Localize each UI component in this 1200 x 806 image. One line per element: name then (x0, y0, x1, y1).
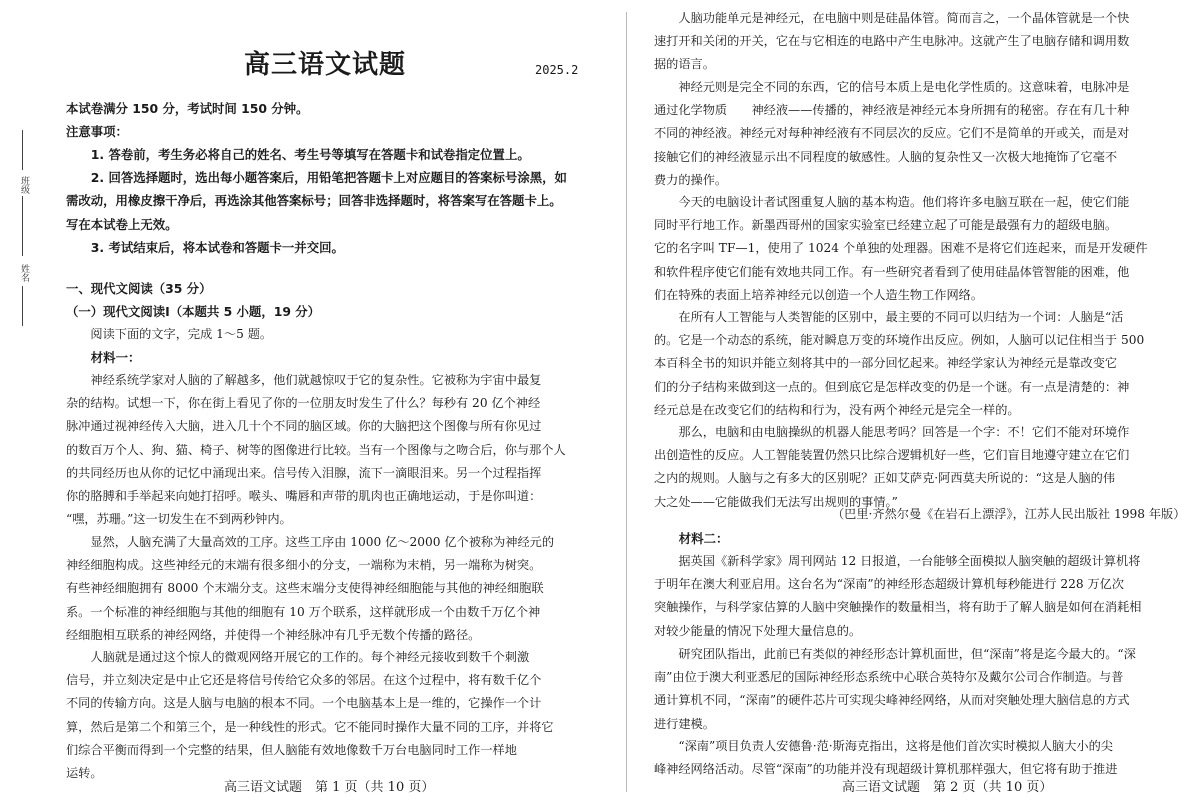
text-line: 南”由位于澳大利亚悉尼的国际神经形态系统中心联合英特尔及戴尔公司合作制造。与普 (654, 670, 1124, 685)
body-paragraph (654, 7, 1129, 77)
text-line: 对较少能量的情况下处理大量信息的。 (654, 623, 862, 638)
text-line: “嘿，苏珊。”这一切发生在不到两秒钟内。 (66, 512, 292, 527)
text-line: 之内的规则。人脑与之有多大的区别呢？正如艾萨克·阿西莫夫所说的：“这是人脑的伟 (654, 471, 1116, 486)
body-paragraph (654, 735, 1117, 781)
text-line: 在所有人工智能与人类智能的区别中，最主要的不同可以归结为一个词：人脑是“活 (678, 310, 1124, 324)
text-line: 进行建模。 (654, 716, 715, 731)
notice-item: 1. 答卷前，考生务必将自己的姓名、考生号等填写在答题卡和试卷指定位置上。 (90, 147, 530, 162)
material-one-label: 材料一： (90, 350, 141, 365)
text-line: 的数百万个人、狗、猫、椅子、树等的图像进行比较。当有一个图像与之吻合后，你与那个人 (66, 442, 566, 457)
body-paragraph (654, 421, 1129, 514)
text-line: 本百科全书的知识并能立刻将其中的一部分回忆起来。神经学家认为神经元是靠改变它 (654, 356, 1118, 371)
text-line: 们综合平衡而得到一个完整的结果，但人脑能有效地像数千万台电脑同时工作一样地 (66, 742, 517, 757)
body-paragraph (654, 191, 1148, 307)
text-line: 接触它们的神经液显示出不同程度的敏感性。人脑的复杂性又一次极大地掩饰了它毫不 (654, 149, 1118, 164)
text-line: 它的名字叫 TF—1，使用了 1024 个单独的处理器。困难不是将它们连起来，而是开发硬件 (654, 241, 1148, 256)
body-paragraph (654, 643, 1136, 736)
notice-list (66, 143, 567, 259)
class-label: 班级 (19, 176, 29, 194)
text-line: 你的胳膊和手举起来向她打招呼。喉头、嘴唇和声带的肌肉也正确地运动，于是你叫道： (66, 489, 542, 504)
text-line: 神经系统学家对人脑的了解越多，他们就越惊叹于它的复杂性。它被称为宇宙中最复 (90, 373, 542, 387)
material-two-label: 材料二： (678, 531, 729, 546)
text-line: 显然，人脑充满了大量高效的工序。这些工序由 1000 亿～2000 亿个被称为神经元的 (90, 535, 555, 549)
body-paragraph (66, 531, 554, 647)
text-line: “深南”项目负责人安德鲁·范·斯海克指出，这将是他们首次实时模拟人脑大小的尖 (678, 739, 1113, 753)
text-line: 据英国《新科学家》周刊网站 12 日报道，一台能够全面模拟人脑突触的超级计算机将 (678, 554, 1141, 568)
text-line: 神经细胞构成。这些神经元的末端有很多细小的分支，一端称为末梢，另一端称为树突。 (66, 558, 542, 573)
notice-heading: 注意事项： (66, 124, 128, 139)
text-line: 们在特殊的表面上培养神经元以创造一个人造生物工作网络。 (654, 287, 984, 302)
text-line: 通计算机不同，“深南”的硬件芯片可实现尖峰神经网络，从而对突触处理大脑信息的方式 (654, 693, 1130, 708)
text-line: 不同的传输方向。这是人脑与电脑的根本不同。一个电脑基本上是一维的，它操作一个计 (66, 696, 542, 711)
page-footer: 高三语文试题 第 1 页（共 10 页） (224, 780, 435, 795)
notice-item: 3. 考试结束后，将本试卷和答题卡一并交回。 (90, 239, 344, 255)
text-line: 突触操作，与科学家估算的人脑中突触操作的数量相当，将有助于了解人脑是如何在消耗相 (654, 600, 1142, 615)
body-paragraph (654, 306, 1144, 422)
text-line: 人脑功能单元是神经元，在电脑中则是硅晶体管。简而言之，一个晶体管就是一个快 (678, 11, 1130, 25)
binding-line (22, 196, 23, 256)
body-paragraph (654, 550, 1142, 643)
text-line: 那么，电脑和由电脑操纵的机器人能思考吗？回答是一个字：不！它们不能对环境作 (678, 425, 1130, 439)
body-paragraph (654, 76, 1129, 192)
text-line: 的。它是一个动态的系统，能对瞬息万变的环境作出反应。例如，人脑可以记住相当于 500 (654, 333, 1145, 348)
body-paragraph (66, 646, 554, 785)
body-paragraph (66, 369, 566, 531)
text-line: 于明年在澳大利亚启用。这台名为“深南”的神经形态超级计算机每秒能进行 228 万亿次 (654, 577, 1125, 592)
text-line: 们的分子结构来做到这一点的。但到底它是怎样改变的仍是一个谜。有一点是清楚的：神 (654, 379, 1130, 394)
text-line: 的共同经历也从你的记忆中涌现出来。信号传入泪腺，流下一滴眼泪来。另一个过程指挥 (66, 465, 542, 480)
text-line: 信号，并立刻决定是中止它还是将信号传给它众多的邻居。在这个过程中，将有数千亿个 (66, 673, 542, 688)
text-line: 研究团队指出，此前已有类似的神经形态计算机面世，但“深南”将是迄今最大的。“深 (678, 647, 1136, 661)
text-line: 据的语言。 (654, 57, 715, 72)
page-footer: 高三语文试题 第 2 页（共 10 页） (842, 780, 1053, 795)
name-label: 姓名 (19, 264, 29, 282)
instruction: 阅读下面的文字，完成 1～5 题。 (90, 327, 273, 341)
notice-item: 需改动，用橡皮擦干净后，再选涂其他答案标号；回答非选择题时，将答案写在答题卡上。 (66, 193, 562, 209)
notice-item: 写在本试卷上无效。 (66, 216, 178, 232)
binding-line (22, 286, 23, 326)
notice-item: 2. 回答选择题时，选出每小题答案后，用铅笔把答题卡上对应题目的答案标号涂黑，如 (90, 170, 567, 186)
subsection-heading: （一）现代文阅读Ⅰ（本题共 5 小题，19 分） (66, 304, 321, 319)
citation-source: （巴里·齐然尔曼《在岩石上漂浮》，江苏人民出版社 1998 年版） (832, 507, 1186, 521)
text-line: 经细胞相互联系的神经网络，并使得一个神经脉冲有几乎无数个传播的路径。 (66, 627, 481, 642)
text-line: 同时平行地工作。新墨西哥州的国家实验室已经建立起了可能是最强有力的超级电脑。 (654, 218, 1118, 233)
section-heading: 一、现代文阅读（35 分） (66, 281, 212, 296)
text-line: 人脑就是通过这个惊人的微观网络开展它的工作的。每个神经元接收到数千个刺激 (90, 650, 530, 664)
text-line: 系。一个标准的神经细胞与其他的细胞有 10 万个联系，这样就形成一个由数千万亿个神 (66, 604, 541, 619)
text-line: 脉冲通过视神经传入大脑，进入几十个不同的脑区域。你的大脑把这个图像与所有你见过 (66, 419, 542, 434)
text-line: 大之处——它能做我们无法写出规则的事情。” (654, 494, 898, 509)
exam-date: 2025.2 (535, 63, 579, 77)
right-page (600, 0, 1200, 806)
text-line: 神经元则是完全不同的东西，它的信号本质上是电化学性质的。这意味着，电脉冲是 (678, 80, 1130, 94)
text-line: 有些神经细胞拥有 8000 个末端分支。这些末端分支使得神经细胞能与其他的神经细胞联 (66, 581, 544, 596)
text-line: 速打开和关闭的开关，它在与它相连的电路中产生电脉冲。这就产生了电脑存储和调用数 (654, 34, 1130, 49)
text-line: 和软件程序使它们能有效地共同工作。有一些研究者看到了使用硅晶体管智能的困难，他 (654, 264, 1130, 279)
text-line: 不同的神经液。神经元对每种神经液有不同层次的反应。它们不是简单的开或关，而是对 (654, 126, 1130, 141)
exam-title: 高三语文试题 (244, 50, 407, 80)
text-line: 杂的结构。试想一下，你在街上看见了你的一位朋友时发生了什么？每秒有 20 亿个神经 (66, 396, 541, 411)
text-line: 出创造性的反应。人工智能装置仍然只比综合逻辑机好一些，它们盲目地遵守建立在它们 (654, 448, 1130, 463)
text-line: 今天的电脑设计者试图重复人脑的基本构造。他们将许多电脑互联在一起，使它们能 (678, 195, 1130, 209)
text-line: 算，然后是第二个和第三个，是一种线性的形式。它不能同时操作大量不同的工序，并将它 (66, 719, 554, 734)
text-line: 经元总是在改变它们的结构和行为，没有两个神经元是完全一样的。 (654, 402, 1020, 417)
exam-intro: 本试卷满分 150 分，考试时间 150 分钟。 (66, 101, 309, 116)
text-line: 通过化学物质 神经液——传播的，神经液是神经元本身所拥有的秘密。存在有几十种 (654, 103, 1130, 118)
binding-line (22, 130, 23, 170)
text-line: 运转。 (66, 766, 103, 781)
text-line: 峰神经网络活动。尽管“深南”的功能并没有现超级计算机那样强大，但它将有助于推进 (654, 762, 1118, 777)
text-line: 费力的操作。 (654, 172, 728, 187)
